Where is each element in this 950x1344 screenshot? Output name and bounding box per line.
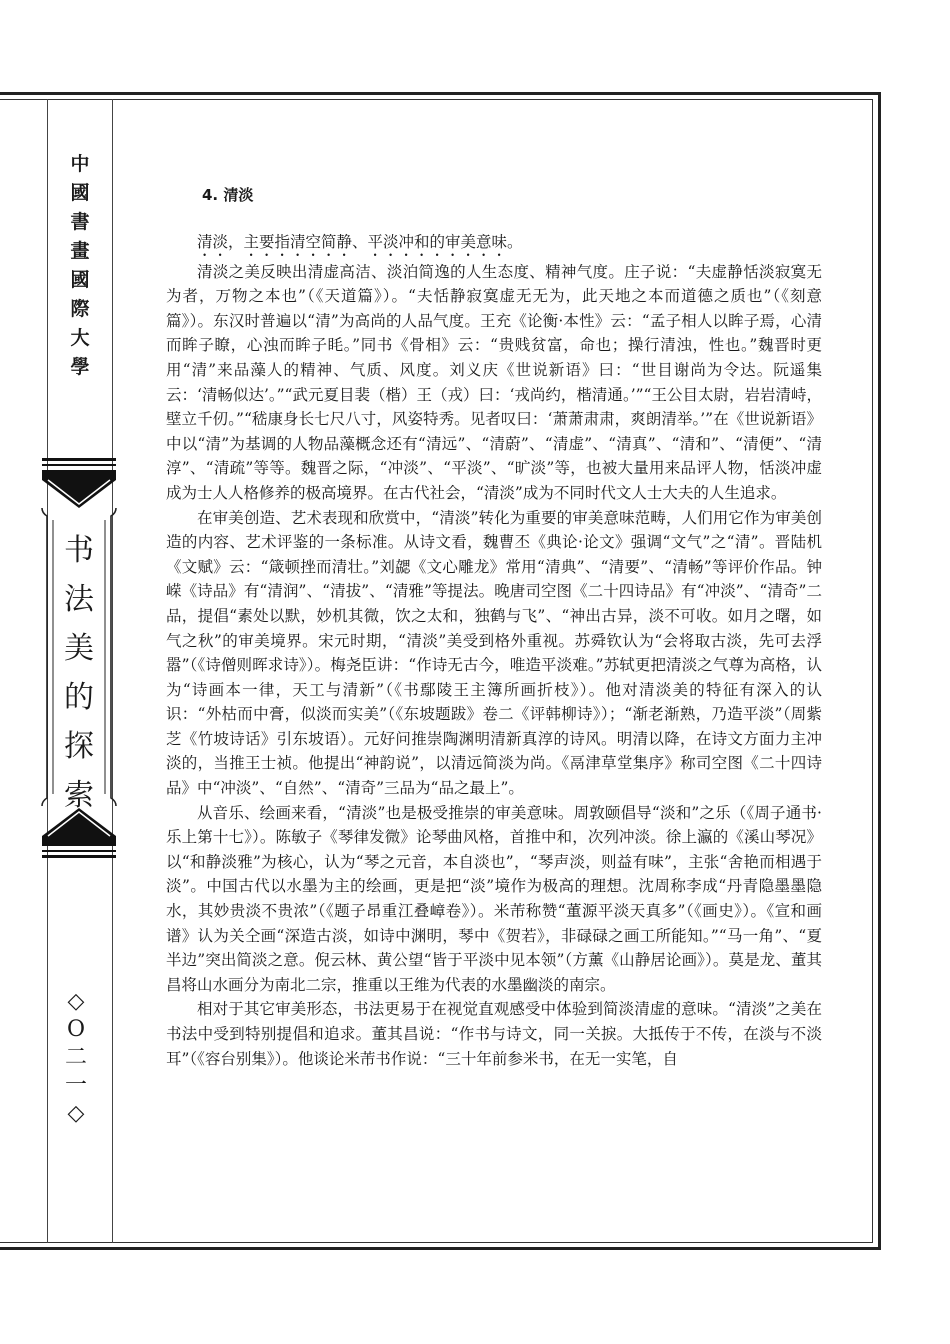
main-text [166,183,822,1071]
paragraph: 清淡之美反映出清虚高洁、淡泊简逸的人生态度、精神气度。庄子说：“夫虚静恬淡寂寞无为者，万物之本也”（《天道篇》）。“夫恬静寂寞虚无无为，此天地之本而道德之质也”（《刻意篇》）。东汉时普遍以“清”为高尚的人品气度。王充《论衡·本性》云：“孟子相人以眸子焉，心清而眸子瞭，心浊而眸子眊。”同书《骨相》云：“贵贱贫富，命也；操行清浊，性也。”魏晋时更用“清”来品藻人的精神、气质、风度。刘义庆《世说新语》曰：“世目谢尚为令达。阮遥集云：‘清畅似达’。”“武元夏目裴（楷）王（戎）曰：‘戎尚约，楷清通。’”“王公目太尉，岩岩清峙，壁立千仞。”“嵇康身长七尺八寸，风姿特秀。见者叹曰：‘萧萧肃肃，爽朗清举。’”在《世说新语》中以“清”为基调的人物品藻概念还有“清远”、“清蔚”、“清虚”、“清真”、“清和”、“清便”、“清淳”、“清疏”等等。魏晋之际，“冲淡”、“平淡”、“旷淡”等，也被大量用来品评人物，恬淡冲虚成为士人人格修养的极高境界。在古代社会，“清淡”成为不同时代文人士大夫的人生追求。 [166,262,822,502]
series-title: 中 國 書 畫 國 際 大 學 [70,153,90,378]
page-number: ◇ O 二 一 ◇ [64,989,87,1126]
lead-sentence: 清淡，主要指清空简静、平淡冲和的审美意味。 [197,232,523,251]
book-title-banner [20,458,138,858]
paragraph: 在审美创造、艺术表现和欣赏中，“清淡”转化为重要的审美意味范畴，人们用它作为审美创造的内容、艺术评鉴的一条标准。从诗文看，魏曹丕《典论·论文》强调“文气”之“清”。晋陆机《文赋》云：“箴顿挫而清壮。”刘勰《文心雕龙》常用“清典”、“清要”、“清畅”等评价作品。钟嵘《诗品》有“清润”、“清拔”、“清雅”等提法。晚唐司空图《二十四诗品》有“冲淡”、“清奇”二品，提倡“素处以默，妙机其微，饮之太和，独鹤与飞”、“神出古异，淡不可收。如月之曙，如气之秋”的审美境界。宋元时期，“清淡”美受到格外重视。苏舜钦认为“会将取古淡，先可去浮嚣”（《诗僧则晖求诗》）。梅尧臣讲：“作诗无古今，唯造平淡难。”苏轼更把清淡之气尊为高格，认为“诗画本一律，天工与清新”（《书鄢陵王主簿所画折枝》）。他对清淡美的特征有深入的认识：“外枯而中膏，似淡而实美”（《东坡题跋》卷二《评韩柳诗》）；“渐老渐熟，乃造平淡”（周紫芝《竹坡诗话》引东坡语）。元好问推崇陶渊明清新真淳的诗风。明清以降，在诗文方面力主冲淡的，当推王士祯。他提出“神韵说”，以清远简淡为尚。《鬲津草堂集序》称司空图《二十四诗品》中“冲淡”、“自然”、“清奇”三品为“品之最上”。 [166,508,822,798]
section-heading: 4. 清淡 [202,186,254,204]
paragraph: 相对于其它审美形态，书法更易于在视觉直观感受中体验到简淡清虚的意味。“清淡”之美在书法中受到特别提倡和追求。董其昌说：“作书与诗文，同一关捩。大抵传于不传，在淡与不淡耳”（《容台别集》）。他谈论米芾书作说：“三十年前参米书，在无一实笔，自 [166,1000,822,1068]
paragraph-lead [166,230,822,260]
paragraph: 从音乐、绘画来看，“清淡”也是极受推崇的审美意味。周敦颐倡导“淡和”之乐（《周子通书·乐上第十七》）。陈敏子《琴律发微》论琴曲风格，首推中和，次列冲淡。徐上瀛的《溪山琴况》以“和静淡雅”为核心，认为“琴之元音，本自淡也”，“琴声淡，则益有味”，主张“舍艳而相遇于淡”。中国古代以水墨为主的绘画，更是把“淡”境作为极高的理想。沈周称李成“丹青隐墨墨隐水，其妙贵淡不贵浓”（《题子昂重江叠嶂卷》）。米芾称赞“董源平淡天真多”（《画史》）。《宣和画谱》认为关仝画“深造古淡，如诗中渊明，琴中《贺若》，非碌碌之画工所能知。”“马一角”、“夏半边”突出简淡之意。倪云林、黄公望“皆于平淡中见本领”（方薰《山静居论画》）。莫是龙、董其昌将山水画分为南北二宗，推重以王维为代表的水墨幽淡的南宗。 [166,803,822,994]
book-title: 书 法 美 的 探 索 [64,533,94,813]
